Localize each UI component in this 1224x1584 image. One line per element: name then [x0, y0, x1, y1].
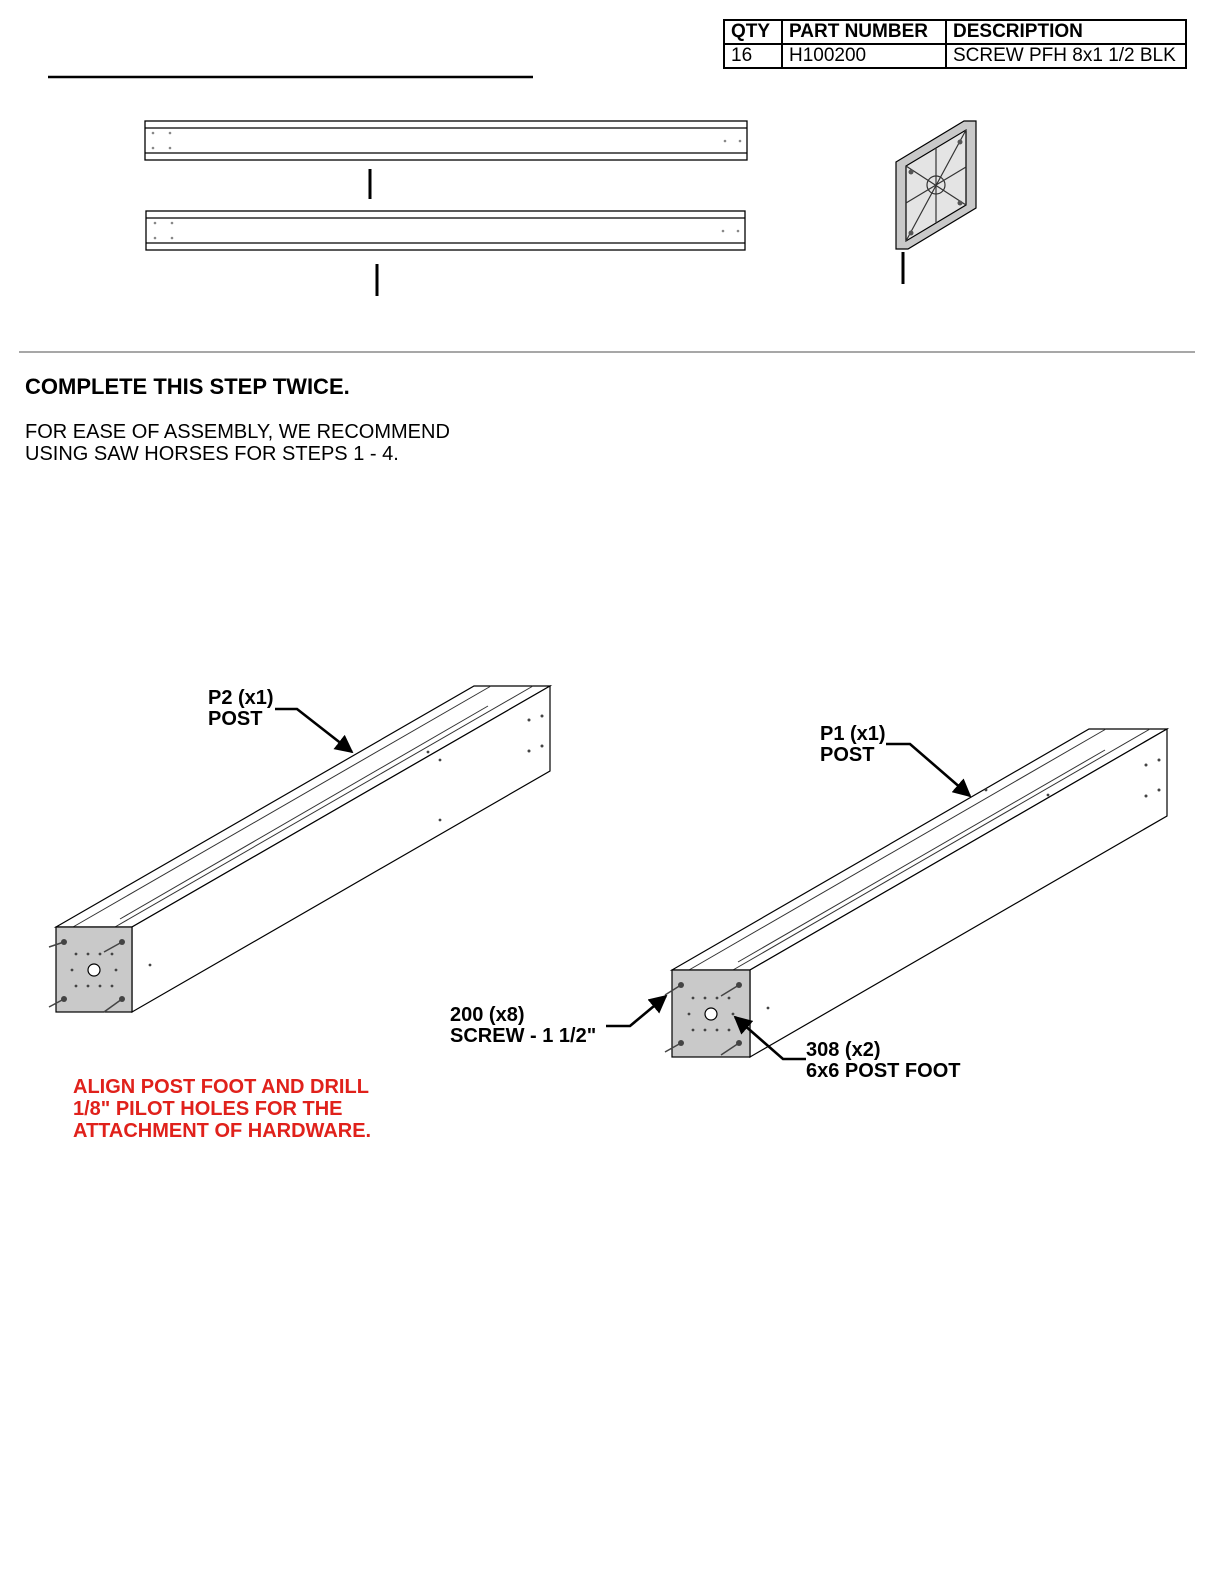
qty-header: QTY [724, 20, 782, 44]
callout-post-p2-qty: P2 (x1) [208, 687, 274, 709]
callout-screw-qty: 200 (x8) [450, 1004, 525, 1026]
step-note-line: USING SAW HORSES FOR STEPS 1 - 4. [25, 443, 399, 465]
parts-table [723, 19, 1187, 69]
rail-part-2 [146, 211, 745, 250]
warning-line: ALIGN POST FOOT AND DRILL [73, 1076, 369, 1098]
callout-screw-name: SCREW - 1 1/2" [450, 1025, 597, 1047]
post-foot-part [896, 121, 976, 249]
callout-post-foot [806, 1040, 960, 1082]
step-title: COMPLETE THIS STEP TWICE. [25, 374, 350, 399]
callout-post-p2 [208, 688, 274, 730]
part-number-header: PART NUMBER [782, 20, 946, 44]
warning-line: 1/8" PILOT HOLES FOR THE [73, 1098, 343, 1120]
step-note-line: FOR EASE OF ASSEMBLY, WE RECOMMEND [25, 421, 450, 443]
callout-post-p1-qty: P1 (x1) [820, 723, 886, 745]
callout-post-foot-qty: 308 (x2) [806, 1039, 881, 1061]
table-row [724, 44, 1186, 68]
post-p2-drawing [49, 686, 550, 1012]
qty-cell: 16 [724, 44, 782, 68]
part-number-cell: H100200 [782, 44, 946, 68]
warning-note [73, 1076, 371, 1142]
callout-post-p1 [820, 724, 886, 766]
rail-part-1 [145, 121, 747, 160]
callout-post-foot-name: 6x6 POST FOOT [806, 1060, 961, 1082]
callout-screw [450, 1005, 596, 1047]
callout-post-p1-name: POST [820, 744, 875, 766]
step-note [25, 421, 450, 465]
post-p1-drawing [665, 729, 1167, 1057]
parts-table-header-row [724, 20, 1186, 44]
warning-line: ATTACHMENT OF HARDWARE. [73, 1120, 372, 1142]
callout-post-p2-name: POST [208, 708, 263, 730]
description-header: DESCRIPTION [946, 20, 1186, 44]
description-cell: SCREW PFH 8x1 1/2 BLK [946, 44, 1186, 68]
